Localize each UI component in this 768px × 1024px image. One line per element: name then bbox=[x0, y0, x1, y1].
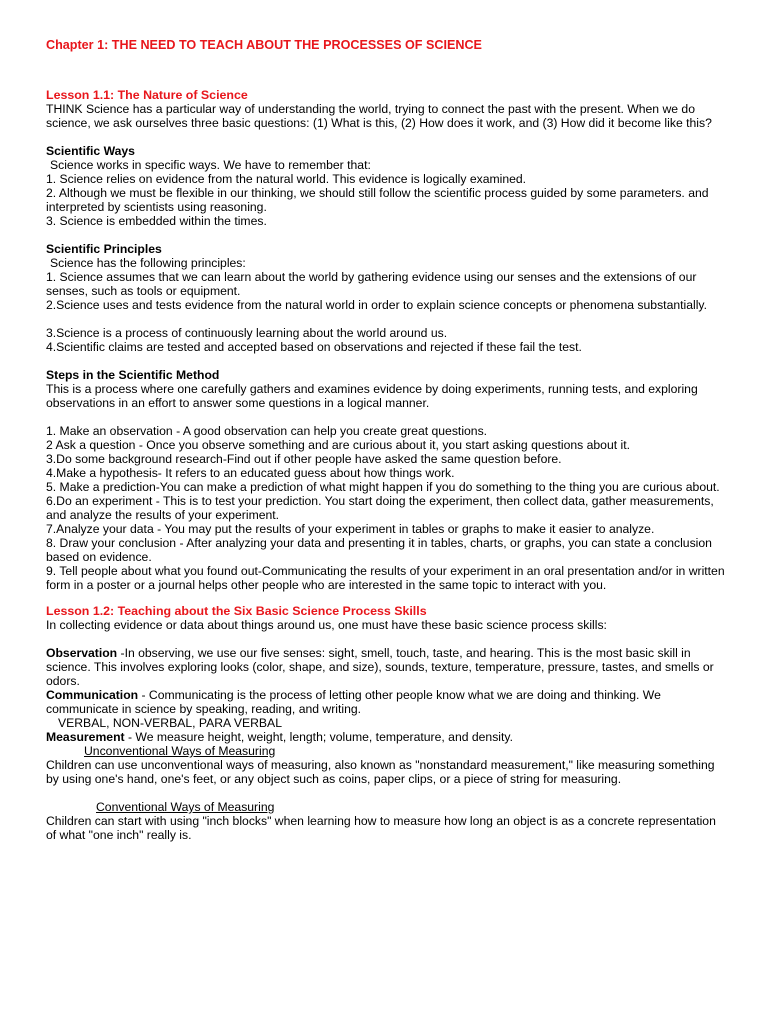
scientific-ways-intro: Science works in specific ways. We have to remember that: bbox=[50, 158, 371, 172]
list-item: 9. Tell people about what you found out-Communicating the results of your experiment in an oral presentation and/or in written form in a poster or a journal helps other people who are interested in the same topic to interact with you. bbox=[46, 564, 725, 592]
list-item: 5. Make a prediction-You can make a prediction of what might happen if you do something to the thing you are curious about. bbox=[46, 480, 720, 494]
list-item: 4.Scientific claims are tested and accepted based on observations and rejected if these fail the test. bbox=[46, 340, 582, 354]
lesson-1-2-title: Lesson 1.2: Teaching about the Six Basic Science Process Skills bbox=[46, 604, 427, 618]
observation-term: Observation bbox=[46, 646, 118, 660]
lesson-1-1 bbox=[46, 88, 728, 604]
lesson-1-2 bbox=[46, 604, 728, 842]
communication-text: - Communicating is the process of letting other people know what we are doing and thinking. We communicate in science by speaking, reading, and writing. bbox=[46, 688, 661, 716]
observation-paragraph bbox=[46, 646, 728, 688]
measurement-text: - We measure height, weight, length; volume, temperature, and density. bbox=[124, 730, 513, 744]
chapter-title: Chapter 1: THE NEED TO TEACH ABOUT THE PROCESSES OF SCIENCE bbox=[46, 38, 482, 52]
list-item: 8. Draw your conclusion - After analyzing your data and presenting it in tables, charts, or graphs, you can state a conclusion based on evidence. bbox=[46, 536, 712, 564]
list-item: 4.Make a hypothesis- It refers to an educated guess about how things work. bbox=[46, 466, 455, 480]
list-item: 7.Analyze your data - You may put the results of your experiment in tables or graphs to make it easier to analyze. bbox=[46, 522, 655, 536]
observation-text: -In observing, we use our five senses: sight, smell, touch, taste, and hearing. This is the most basic skill in science. This involves exploring looks (color, shape, and size), sounds, texture, temperature, pressure, tastes, and smells or odors. bbox=[46, 646, 714, 688]
conventional-measuring-text: Children can start with using "inch blocks" when learning how to measure how long an object is as a concrete representation of what "one inch" really is. bbox=[46, 814, 716, 842]
communication-types: VERBAL, NON-VERBAL, PARA VERBAL bbox=[58, 716, 282, 730]
scientific-principles-intro: Science has the following principles: bbox=[50, 256, 246, 270]
list-item: 3.Science is a process of continuously learning about the world around us. bbox=[46, 326, 448, 340]
scientific-ways-heading: Scientific Ways bbox=[46, 144, 135, 158]
communication-term: Communication bbox=[46, 688, 139, 702]
scientific-principles-heading: Scientific Principles bbox=[46, 242, 162, 256]
list-item: 1. Make an observation - A good observation can help you create great questions. bbox=[46, 424, 488, 438]
list-item: 2. Although we must be flexible in our thinking, we should still follow the scientific process guided by some parameters. and interpreted by scientists using reasoning. bbox=[46, 186, 709, 214]
list-item: 6.Do an experiment - This is to test your prediction. You start doing the experiment, then collect data, gather measurements, and analyze the results of your experiment. bbox=[46, 494, 714, 522]
lesson-1-2-intro: In collecting evidence or data about things around us, one must have these basic science process skills: bbox=[46, 618, 607, 632]
list-item: 3.Do some background research-Find out if other people have asked the same question before. bbox=[46, 452, 562, 466]
scientific-method-heading: Steps in the Scientific Method bbox=[46, 368, 220, 382]
communication-paragraph bbox=[46, 688, 728, 716]
scientific-method-intro: This is a process where one carefully gathers and examines evidence by doing experiments, running tests, and exploring observations in an effort to answer some questions in a logical manner. bbox=[46, 382, 698, 410]
list-item: 3. Science is embedded within the times. bbox=[46, 214, 267, 228]
unconventional-measuring-text: Children can use unconventional ways of measuring, also known as "nonstandard measurement," like measuring something by using one's hand, one's feet, or any object such as coins, paper clips, or a piece of string for measuring. bbox=[46, 758, 715, 786]
measurement-paragraph bbox=[46, 730, 728, 744]
lesson-1-1-title: Lesson 1.1: The Nature of Science bbox=[46, 88, 248, 102]
list-item: 1. Science relies on evidence from the natural world. This evidence is logically examined. bbox=[46, 172, 527, 186]
measurement-term: Measurement bbox=[46, 730, 125, 744]
list-item: 2.Science uses and tests evidence from the natural world in order to explain science concepts or phenomena substantially. bbox=[46, 298, 707, 312]
lesson-1-1-intro: THINK Science has a particular way of understanding the world, trying to connect the past with the present. When we do science, we ask ourselves three basic questions: (1) What is this, (2) How does it work, and (3) How did it become like this? bbox=[46, 102, 712, 130]
list-item: 2 Ask a question - Once you observe something and are curious about it, you start asking questions about it. bbox=[46, 438, 630, 452]
unconventional-measuring-heading: Unconventional Ways of Measuring bbox=[84, 744, 276, 758]
conventional-measuring-heading: Conventional Ways of Measuring bbox=[96, 800, 275, 814]
list-item: 1. Science assumes that we can learn about the world by gathering evidence using our senses and the extensions of our senses, such as tools or equipment. bbox=[46, 270, 697, 298]
